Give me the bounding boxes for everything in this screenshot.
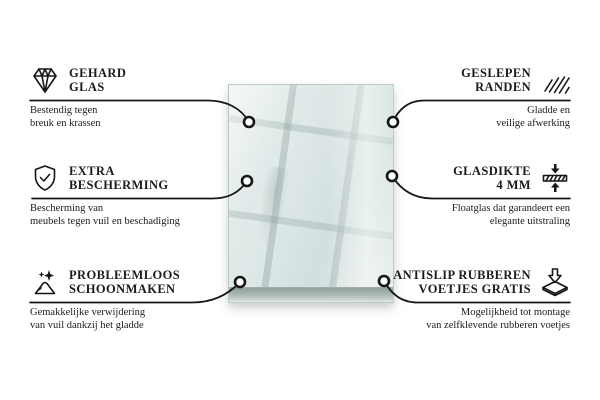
feature-subtitle: Gladde en veilige afwerking — [496, 105, 570, 129]
feature-subtitle: Bescherming van meubels tegen vuil en beschadiging — [30, 203, 180, 227]
feature-subtitle: Gemakkelijke verwijdering van vuil dankzij het gladde — [30, 307, 146, 331]
shield-check-icon — [30, 163, 60, 193]
rubber-feet-icon — [540, 267, 570, 297]
feature-title: PROBLEEMLOOS SCHOONMAKEN — [69, 268, 181, 296]
feature-glasdikte-4mm — [384, 162, 570, 228]
feature-gehard-glas — [30, 64, 222, 130]
sparkle-clean-icon — [30, 267, 60, 297]
callout-point — [244, 117, 254, 127]
diamond-icon — [30, 65, 60, 95]
thickness-icon — [540, 163, 570, 193]
feature-subtitle: Floatglas dat garandeert een elegante uitstraling — [451, 203, 570, 227]
feature-geslepen-randen — [384, 64, 570, 130]
feature-antislip-voetjes — [384, 266, 570, 332]
feature-title: GESLEPEN RANDEN — [461, 66, 531, 94]
callout-point — [242, 176, 252, 186]
feature-title: GEHARD GLAS — [69, 66, 127, 94]
feature-extra-bescherming — [30, 162, 222, 228]
callout-point — [235, 277, 245, 287]
feature-subtitle: Bestendig tegen breuk en krassen — [30, 105, 101, 129]
feature-title: GLASDIKTE 4 MM — [453, 164, 531, 192]
feature-probleemloos-schoonmaken — [30, 266, 222, 332]
polished-edge-icon — [540, 65, 570, 95]
feature-title: ANTISLIP RUBBEREN VOETJES GRATIS — [393, 268, 531, 296]
feature-subtitle: Mogelijkheid tot montage van zelfklevende rubberen voetjes — [426, 307, 570, 331]
feature-title: EXTRA BESCHERMING — [69, 164, 169, 192]
